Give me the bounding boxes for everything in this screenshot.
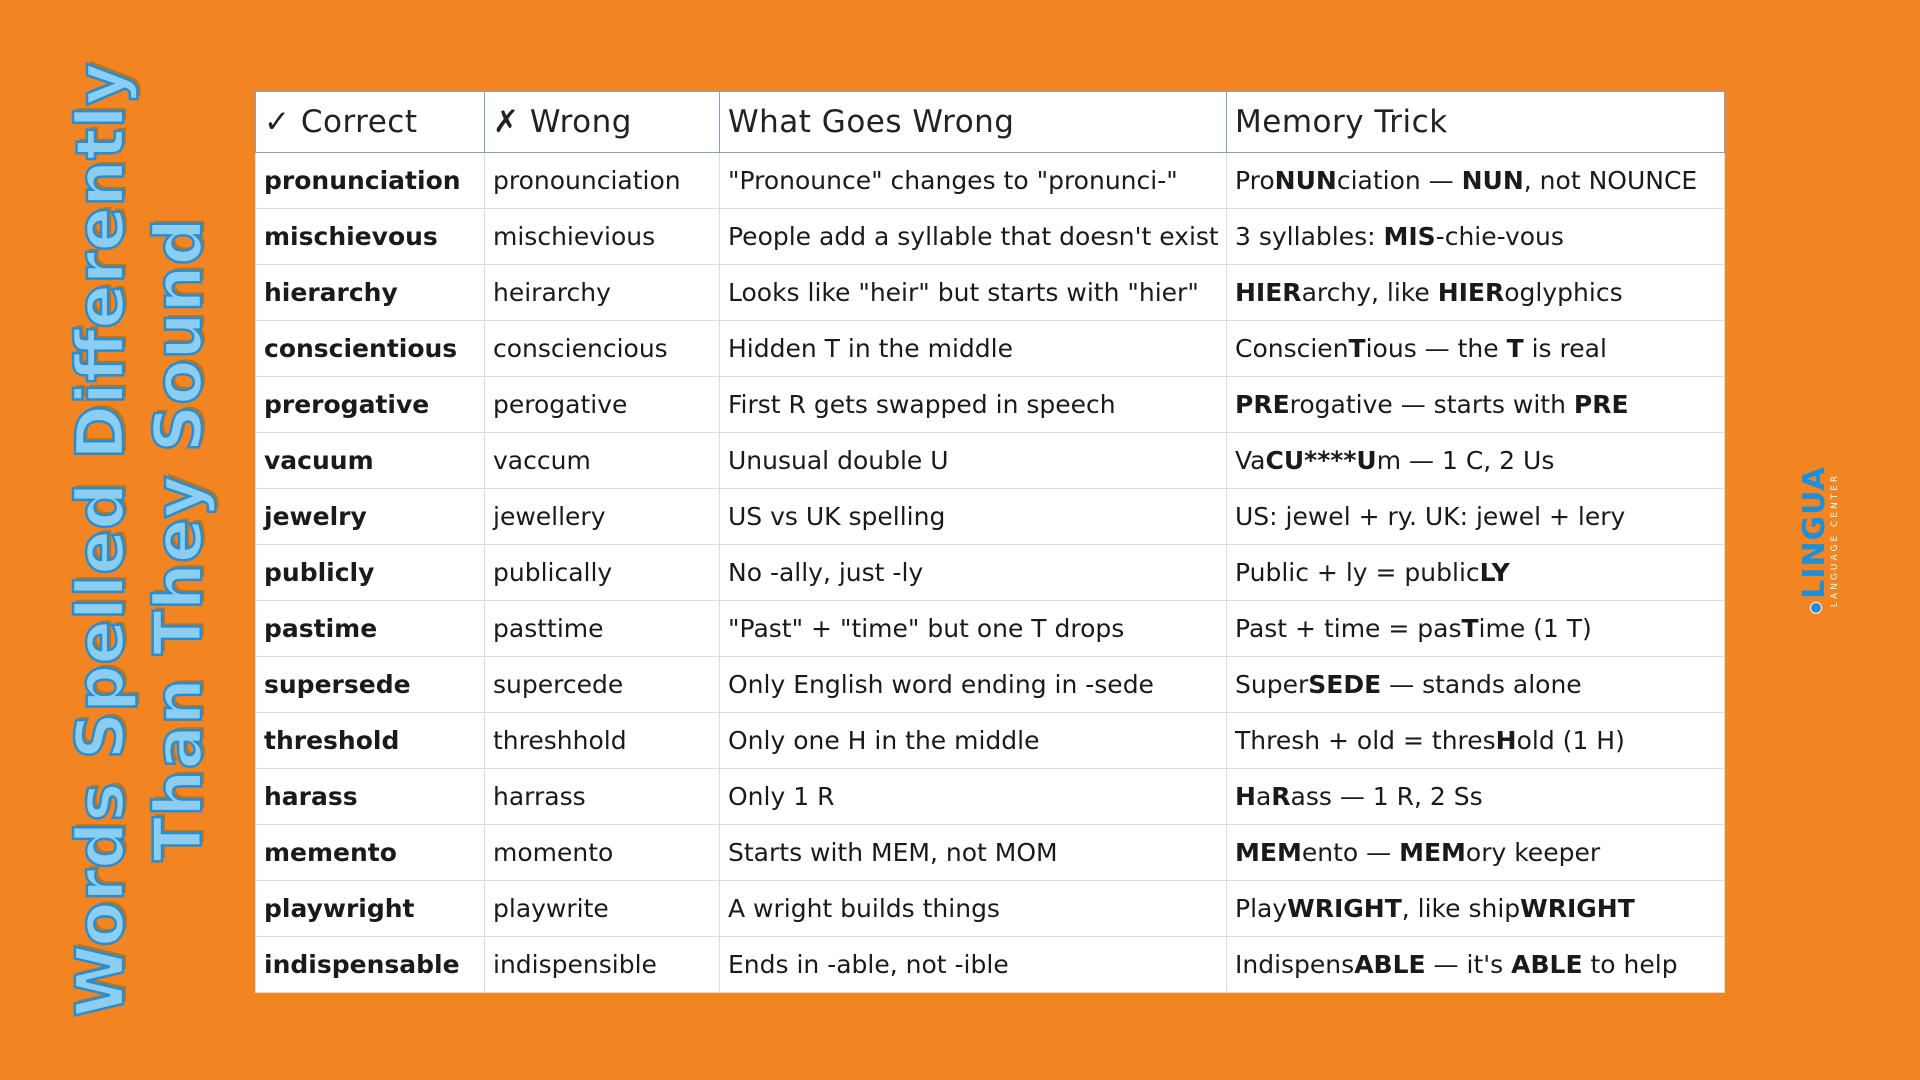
lingua-logo <box>1797 466 1840 614</box>
table-row <box>256 937 1725 993</box>
table-row <box>256 489 1725 545</box>
trick-emphasis: CU****U <box>1265 446 1377 475</box>
trick-emphasis: HIER <box>1235 278 1302 307</box>
header-memory-trick: Memory Trick <box>1227 92 1725 153</box>
wrong-spelling: mischievious <box>485 209 720 265</box>
memory-trick <box>1227 825 1725 881</box>
what-goes-wrong: Starts with MEM, not MOM <box>720 825 1227 881</box>
correct-word: indispensable <box>256 937 485 993</box>
wrong-spelling: pasttime <box>485 601 720 657</box>
wrong-spelling: heirarchy <box>485 265 720 321</box>
correct-word: supersede <box>256 657 485 713</box>
what-goes-wrong: US vs UK spelling <box>720 489 1227 545</box>
what-goes-wrong: Only English word ending in -sede <box>720 657 1227 713</box>
header-correct: ✓ Correct <box>256 92 485 153</box>
what-goes-wrong: Hidden T in the middle <box>720 321 1227 377</box>
trick-text: ory keeper <box>1465 838 1601 867</box>
table-row <box>256 825 1725 881</box>
what-goes-wrong: Only 1 R <box>720 769 1227 825</box>
what-goes-wrong: "Past" + "time" but one T drops <box>720 601 1227 657</box>
trick-text: Thresh + old = thres <box>1235 726 1496 755</box>
correct-word: prerogative <box>256 377 485 433</box>
trick-emphasis: T <box>1506 334 1524 363</box>
trick-text: , like ship <box>1401 894 1521 923</box>
memory-trick <box>1227 209 1725 265</box>
title-line-2: Than They Sound <box>140 218 217 862</box>
wrong-spelling: supercede <box>485 657 720 713</box>
trick-text: is real <box>1523 334 1607 363</box>
correct-word: publicly <box>256 545 485 601</box>
globe-icon <box>1810 602 1822 614</box>
memory-trick <box>1227 769 1725 825</box>
wrong-spelling: pronounciation <box>485 153 720 209</box>
wrong-spelling: consciencious <box>485 321 720 377</box>
memory-trick <box>1227 545 1725 601</box>
correct-word: pastime <box>256 601 485 657</box>
what-goes-wrong: Unusual double U <box>720 433 1227 489</box>
correct-word: memento <box>256 825 485 881</box>
trick-text: — stands alone <box>1381 670 1582 699</box>
wrong-spelling: perogative <box>485 377 720 433</box>
header-what-goes-wrong: What Goes Wrong <box>720 92 1227 153</box>
wrong-spelling: momento <box>485 825 720 881</box>
table-row <box>256 377 1725 433</box>
what-goes-wrong: Only one H in the middle <box>720 713 1227 769</box>
table-header-row <box>256 92 1725 153</box>
trick-emphasis: HIER <box>1437 278 1505 307</box>
table-row <box>256 209 1725 265</box>
trick-text: — it's <box>1425 950 1512 979</box>
trick-text: ciation — <box>1336 166 1462 195</box>
table-row <box>256 657 1725 713</box>
trick-emphasis: T <box>1461 614 1479 643</box>
trick-text: Indispens <box>1235 950 1355 979</box>
memory-trick <box>1227 657 1725 713</box>
correct-word: vacuum <box>256 433 485 489</box>
header-wrong: ✗ Wrong <box>485 92 720 153</box>
trick-text: Past + time = pas <box>1235 614 1462 643</box>
trick-text: Pro <box>1235 166 1275 195</box>
trick-text: 3 syllables: <box>1235 222 1384 251</box>
correct-word: harass <box>256 769 485 825</box>
title-line-1: Words Spelled Differently <box>62 62 139 1018</box>
memory-trick <box>1227 489 1725 545</box>
spelling-table <box>255 91 1725 993</box>
page-title <box>62 63 218 1018</box>
trick-emphasis: WRIGHT <box>1520 894 1635 923</box>
what-goes-wrong: No -ally, just -ly <box>720 545 1227 601</box>
what-goes-wrong: A wright builds things <box>720 881 1227 937</box>
wrong-spelling: publically <box>485 545 720 601</box>
what-goes-wrong: "Pronounce" changes to "pronunci-" <box>720 153 1227 209</box>
correct-word: hierarchy <box>256 265 485 321</box>
memory-trick <box>1227 937 1725 993</box>
trick-text: -chie-vous <box>1435 222 1564 251</box>
table-row <box>256 713 1725 769</box>
trick-emphasis: H <box>1235 782 1256 811</box>
trick-text: ento — <box>1301 838 1400 867</box>
memory-trick <box>1227 153 1725 209</box>
memory-trick <box>1227 321 1725 377</box>
trick-text: ious — the <box>1365 334 1507 363</box>
trick-emphasis: ABLE <box>1511 950 1583 979</box>
wrong-spelling: threshhold <box>485 713 720 769</box>
wrong-spelling: jewellery <box>485 489 720 545</box>
table-row <box>256 433 1725 489</box>
table-row <box>256 153 1725 209</box>
correct-word: playwright <box>256 881 485 937</box>
correct-word: jewelry <box>256 489 485 545</box>
logo-tagline: LANGUAGE CENTER <box>1830 472 1840 608</box>
table-row <box>256 265 1725 321</box>
trick-emphasis: PRE <box>1235 390 1290 419</box>
memory-trick <box>1227 713 1725 769</box>
trick-text: oglyphics <box>1504 278 1623 307</box>
table-row <box>256 545 1725 601</box>
table-row <box>256 601 1725 657</box>
trick-emphasis: SEDE <box>1308 670 1382 699</box>
table-row <box>256 321 1725 377</box>
trick-text: m — 1 C, 2 Us <box>1376 446 1555 475</box>
trick-emphasis: MEM <box>1235 838 1302 867</box>
logo-name: LINGUA <box>1797 466 1832 599</box>
trick-emphasis: NUN <box>1461 166 1524 195</box>
what-goes-wrong: Ends in -able, not -ible <box>720 937 1227 993</box>
trick-text: archy, like <box>1301 278 1438 307</box>
correct-word: mischievous <box>256 209 485 265</box>
table-row <box>256 881 1725 937</box>
trick-text: US: jewel + ry. UK: jewel + lery <box>1235 502 1626 531</box>
trick-text: ass — 1 R, 2 Ss <box>1290 782 1483 811</box>
table-row <box>256 769 1725 825</box>
trick-text: a <box>1255 782 1272 811</box>
correct-word: pronunciation <box>256 153 485 209</box>
wrong-spelling: harrass <box>485 769 720 825</box>
trick-emphasis: H <box>1495 726 1517 755</box>
trick-text: ime (1 T) <box>1478 614 1592 643</box>
memory-trick <box>1227 881 1725 937</box>
trick-emphasis: T <box>1348 334 1366 363</box>
trick-emphasis: LY <box>1479 558 1510 587</box>
memory-trick <box>1227 433 1725 489</box>
trick-text: old (1 H) <box>1516 726 1625 755</box>
memory-trick <box>1227 601 1725 657</box>
trick-text: Va <box>1235 446 1266 475</box>
correct-word: conscientious <box>256 321 485 377</box>
trick-text: Conscien <box>1235 334 1349 363</box>
trick-emphasis: ABLE <box>1354 950 1426 979</box>
wrong-spelling: indispensible <box>485 937 720 993</box>
wrong-spelling: vaccum <box>485 433 720 489</box>
trick-text: , not NOUNCE <box>1523 166 1698 195</box>
trick-text: Super <box>1235 670 1309 699</box>
trick-emphasis: MEM <box>1399 838 1466 867</box>
trick-emphasis: MIS <box>1383 222 1436 251</box>
trick-emphasis: PRE <box>1573 390 1629 419</box>
trick-text: to help <box>1582 950 1678 979</box>
memory-trick <box>1227 377 1725 433</box>
what-goes-wrong: Looks like "heir" but starts with "hier" <box>720 265 1227 321</box>
table-body <box>256 153 1725 993</box>
memory-trick <box>1227 265 1725 321</box>
trick-emphasis: R <box>1271 782 1291 811</box>
what-goes-wrong: People add a syllable that doesn't exist <box>720 209 1227 265</box>
trick-text: Public + ly = public <box>1235 558 1480 587</box>
trick-emphasis: WRIGHT <box>1287 894 1402 923</box>
wrong-spelling: playwrite <box>485 881 720 937</box>
correct-word: threshold <box>256 713 485 769</box>
trick-text: rogative — starts with <box>1289 390 1574 419</box>
what-goes-wrong: First R gets swapped in speech <box>720 377 1227 433</box>
trick-text: Play <box>1235 894 1288 923</box>
trick-emphasis: NUN <box>1274 166 1337 195</box>
